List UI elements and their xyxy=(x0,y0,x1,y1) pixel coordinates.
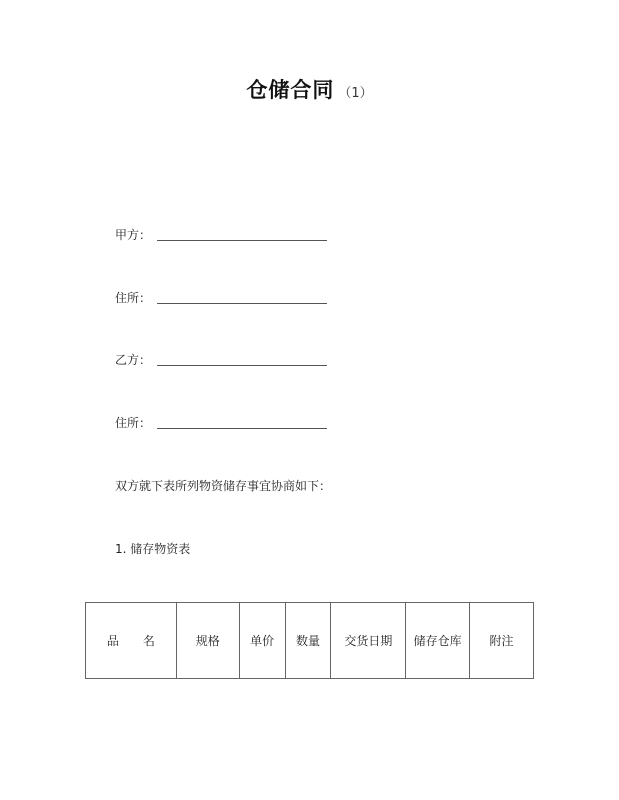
party-b-field xyxy=(115,351,327,368)
party-a-address-label: 住所： xyxy=(115,291,152,305)
party-b-address-blank-line[interactable] xyxy=(157,427,327,429)
party-a-label: 甲方： xyxy=(115,228,152,242)
section-heading: 1. 储存物资表 xyxy=(115,542,191,556)
party-b-address-field xyxy=(115,414,327,431)
header-specification: 规格 xyxy=(176,603,239,679)
header-unit-price: 单价 xyxy=(239,603,285,679)
storage-goods-table xyxy=(85,602,534,679)
party-b-address-label: 住所： xyxy=(115,416,152,430)
header-remarks: 附注 xyxy=(470,603,534,679)
party-a-blank-line[interactable] xyxy=(157,239,327,241)
party-a-address-field xyxy=(115,289,327,306)
title-number: （1） xyxy=(338,86,373,101)
party-a-field xyxy=(115,226,327,243)
header-delivery-date: 交货日期 xyxy=(331,603,406,679)
header-storage-warehouse: 储存仓库 xyxy=(406,603,470,679)
party-a-address-blank-line[interactable] xyxy=(157,302,327,304)
intro-paragraph: 双方就下表所列物资储存事宜协商如下： xyxy=(115,479,332,493)
party-b-label: 乙方： xyxy=(115,353,152,367)
table-header-row xyxy=(86,603,534,679)
title-main: 仓储合同 xyxy=(246,78,335,102)
header-quantity: 数量 xyxy=(285,603,331,679)
document-title xyxy=(0,74,619,104)
header-product-name: 品 名 xyxy=(86,603,177,679)
party-b-blank-line[interactable] xyxy=(157,364,327,366)
